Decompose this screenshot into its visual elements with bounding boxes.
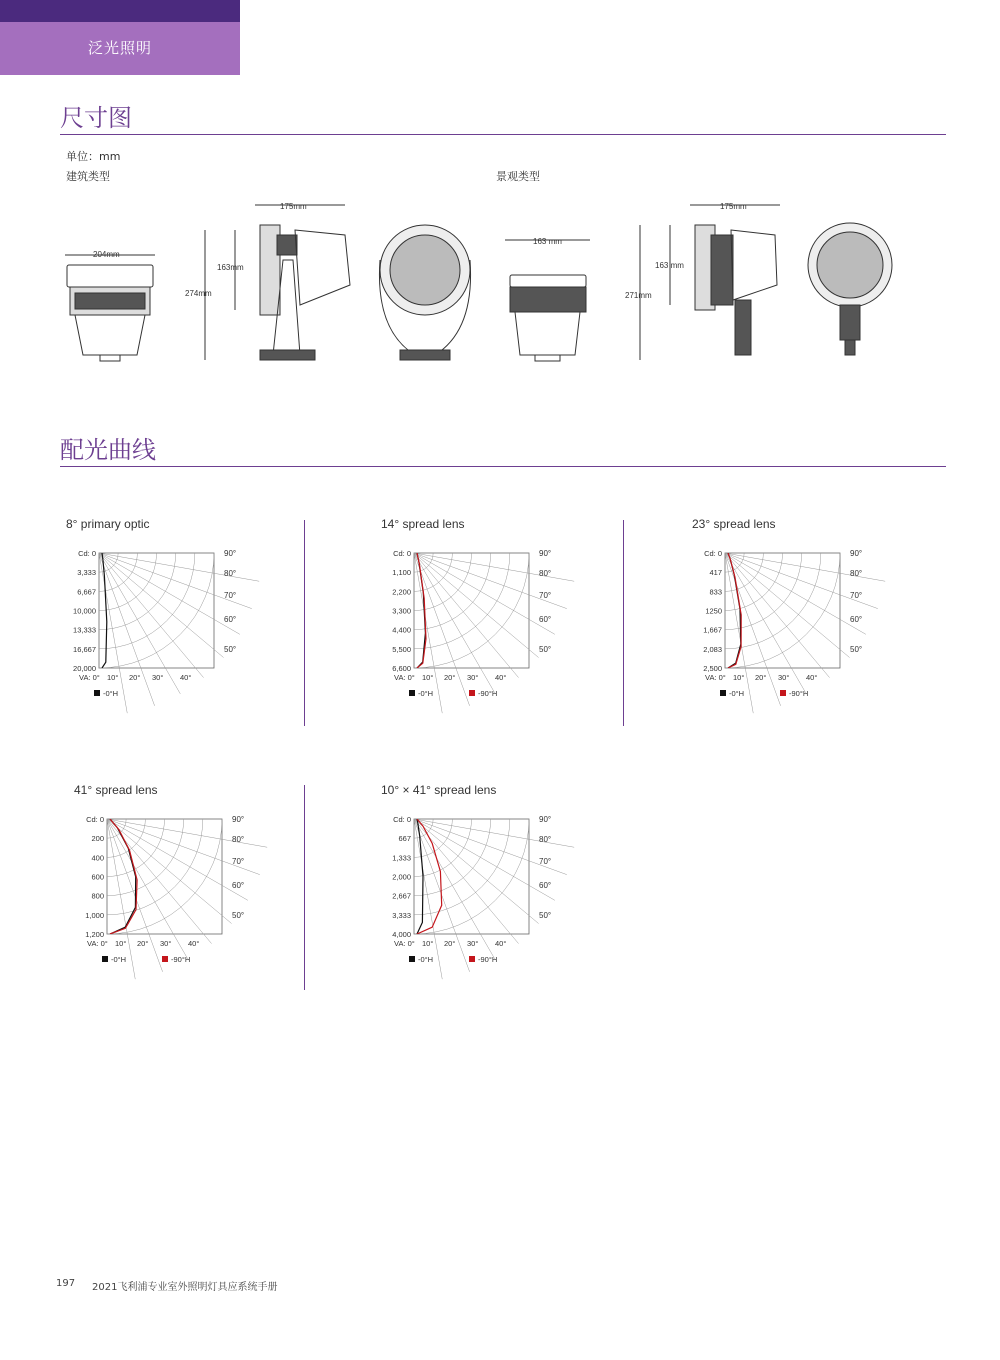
landscape-label: 景观类型 <box>496 170 540 183</box>
va-label: 40° <box>495 673 507 682</box>
angle-label: 50° <box>539 645 552 654</box>
angle-label: 80° <box>850 569 863 578</box>
footer-text: 2021飞利浦专业室外照明灯具应系统手册 <box>92 1282 278 1293</box>
legend-swatch <box>469 690 475 696</box>
dim-271: 271mm <box>625 291 652 300</box>
cd-tick-label: 2,083 <box>703 644 722 654</box>
cd-tick-label: 667 <box>398 834 411 844</box>
cd-tick-label: 10,000 <box>73 606 96 616</box>
legend-label: -0°H <box>729 689 745 698</box>
cd-tick-label: 2,500 <box>703 664 722 673</box>
dim-163c: 163 mm <box>655 261 684 270</box>
radial-gridline <box>414 553 519 678</box>
va-label: 10° <box>422 939 434 948</box>
series-curve <box>110 819 137 934</box>
angle-label: 70° <box>232 857 245 866</box>
cd-tick-label: 3,333 <box>392 910 411 920</box>
polar-chart <box>381 517 601 735</box>
legend-swatch <box>162 956 168 962</box>
unit-label: 单位：mm <box>66 150 121 163</box>
cd-tick-label: 2,000 <box>392 872 411 882</box>
va-label: 40° <box>806 673 818 682</box>
angle-label: 70° <box>850 591 863 600</box>
va-label: 10° <box>107 673 119 682</box>
angle-label: 90° <box>850 549 863 558</box>
angle-label: 80° <box>539 835 552 844</box>
chart-title: 8° primary optic <box>66 517 150 531</box>
cd-tick-label: 200 <box>91 834 104 844</box>
va-label: 20° <box>129 673 141 682</box>
angle-label: 80° <box>224 569 237 578</box>
angle-label: 80° <box>539 569 552 578</box>
legend-label: -90°H <box>171 955 191 964</box>
cd-tick-label: Cd: 0 <box>393 815 411 824</box>
cd-tick-label: 417 <box>709 568 722 578</box>
dim-175a: 175mm <box>280 202 307 211</box>
legend-swatch <box>409 956 415 962</box>
cd-tick-label: 2,667 <box>392 891 411 901</box>
series-curve <box>417 819 442 934</box>
radial-gridline <box>725 553 850 658</box>
va-label: VA: 0° <box>394 939 415 948</box>
angle-label: 60° <box>224 615 237 624</box>
front-view-architectural <box>65 250 155 361</box>
category-tab: 泛光照明 <box>0 22 240 75</box>
va-label: 30° <box>152 673 164 682</box>
chart-title: 14° spread lens <box>381 517 465 531</box>
radial-gridline <box>414 819 539 924</box>
polar-chart <box>66 517 286 735</box>
angle-label: 60° <box>539 615 552 624</box>
chart-title: 41° spread lens <box>74 783 158 797</box>
cd-tick-label: 1,333 <box>392 853 411 863</box>
polar-plot <box>692 543 912 728</box>
column-divider <box>623 520 624 726</box>
architectural-label: 建筑类型 <box>66 170 110 183</box>
cd-tick-label: 1,667 <box>703 625 722 635</box>
radial-gridline <box>99 553 204 678</box>
va-label: 40° <box>495 939 507 948</box>
cd-tick-label: 1250 <box>705 606 722 616</box>
dimensions-title: 尺寸图 <box>60 104 132 132</box>
va-label: VA: 0° <box>705 673 726 682</box>
front-view-yoke <box>379 225 470 360</box>
va-label: 40° <box>188 939 200 948</box>
cd-tick-label: 4,000 <box>392 930 411 939</box>
front-view-spike <box>808 223 892 355</box>
cd-tick-label: 3,333 <box>77 568 96 578</box>
polar-plot <box>74 809 294 994</box>
cd-tick-label: 4,400 <box>392 625 411 635</box>
legend-swatch <box>102 956 108 962</box>
dim-274: 274mm <box>185 289 212 298</box>
angle-label: 60° <box>539 881 552 890</box>
polar-chart <box>381 783 601 1001</box>
legend-label: -90°H <box>478 689 498 698</box>
radial-gridline <box>99 553 224 658</box>
angle-label: 90° <box>539 549 552 558</box>
legend-swatch <box>720 690 726 696</box>
column-divider <box>304 520 305 726</box>
cd-tick-label: 16,667 <box>73 644 96 654</box>
dimension-drawings <box>55 190 945 380</box>
cd-tick-label: 5,500 <box>392 644 411 654</box>
legend-swatch <box>780 690 786 696</box>
radial-gridline <box>107 819 232 924</box>
side-view-landscape <box>625 202 780 360</box>
legend-swatch <box>469 956 475 962</box>
va-label: 10° <box>115 939 127 948</box>
divider <box>60 134 946 135</box>
polar-plot <box>381 809 601 994</box>
cd-tick-label: 20,000 <box>73 664 96 673</box>
va-label: 40° <box>180 673 192 682</box>
photometric-title: 配光曲线 <box>60 436 156 464</box>
va-label: VA: 0° <box>79 673 100 682</box>
cd-tick-label: 1,200 <box>85 930 104 939</box>
angle-label: 90° <box>539 815 552 824</box>
angle-label: 60° <box>850 615 863 624</box>
va-label: 30° <box>467 673 479 682</box>
side-view-architectural <box>185 202 350 360</box>
legend-label: -0°H <box>418 955 434 964</box>
legend-label: -0°H <box>111 955 127 964</box>
va-label: 30° <box>467 939 479 948</box>
cd-tick-label: 600 <box>91 872 104 882</box>
cd-tick-label: Cd: 0 <box>393 549 411 558</box>
legend-swatch <box>94 690 100 696</box>
va-label: 30° <box>778 673 790 682</box>
cd-tick-label: Cd: 0 <box>78 549 96 558</box>
dim-204: 204mm <box>93 250 120 259</box>
va-label: 30° <box>160 939 172 948</box>
angle-label: 70° <box>539 591 552 600</box>
cd-tick-label: 6,600 <box>392 664 411 673</box>
legend-label: -90°H <box>789 689 809 698</box>
va-label: 20° <box>444 673 456 682</box>
va-label: VA: 0° <box>87 939 108 948</box>
angle-label: 50° <box>224 645 237 654</box>
cd-tick-label: Cd: 0 <box>86 815 104 824</box>
radial-gridline <box>414 553 539 658</box>
column-divider <box>304 785 305 990</box>
angle-label: 50° <box>232 911 245 920</box>
angle-label: 80° <box>232 835 245 844</box>
va-label: 10° <box>733 673 745 682</box>
angle-label: 70° <box>539 857 552 866</box>
cd-tick-label: 800 <box>91 891 104 901</box>
dim-163b: 163 mm <box>533 237 562 246</box>
angle-label: 90° <box>224 549 237 558</box>
dim-163a: 163mm <box>217 263 244 272</box>
front-view-landscape <box>505 237 590 361</box>
legend-label: -0°H <box>103 689 119 698</box>
chart-title: 23° spread lens <box>692 517 776 531</box>
angle-label: 50° <box>539 911 552 920</box>
cd-tick-label: 3,300 <box>392 606 411 616</box>
va-label: VA: 0° <box>394 673 415 682</box>
polar-chart <box>74 783 294 1001</box>
va-label: 20° <box>137 939 149 948</box>
va-label: 20° <box>444 939 456 948</box>
polar-plot <box>66 543 286 728</box>
page-number: 197 <box>56 1278 76 1289</box>
cd-tick-label: 1,100 <box>392 568 411 578</box>
cd-tick-label: 6,667 <box>77 587 96 597</box>
angle-label: 90° <box>232 815 245 824</box>
divider <box>60 466 946 467</box>
header-bar <box>0 0 240 22</box>
polar-chart <box>692 517 912 735</box>
cd-tick-label: 13,333 <box>73 625 96 635</box>
cd-tick-label: 1,000 <box>85 910 104 920</box>
legend-label: -0°H <box>418 689 434 698</box>
va-label: 10° <box>422 673 434 682</box>
cd-tick-label: Cd: 0 <box>704 549 722 558</box>
angle-label: 70° <box>224 591 237 600</box>
angle-label: 50° <box>850 645 863 654</box>
cd-tick-label: 2,200 <box>392 587 411 597</box>
polar-plot <box>381 543 601 728</box>
va-label: 20° <box>755 673 767 682</box>
angle-label: 60° <box>232 881 245 890</box>
legend-swatch <box>409 690 415 696</box>
cd-tick-label: 400 <box>91 853 104 863</box>
cd-tick-label: 833 <box>709 587 722 597</box>
dim-175b: 175mm <box>720 202 747 211</box>
chart-title: 10° × 41° spread lens <box>381 783 497 797</box>
legend-label: -90°H <box>478 955 498 964</box>
